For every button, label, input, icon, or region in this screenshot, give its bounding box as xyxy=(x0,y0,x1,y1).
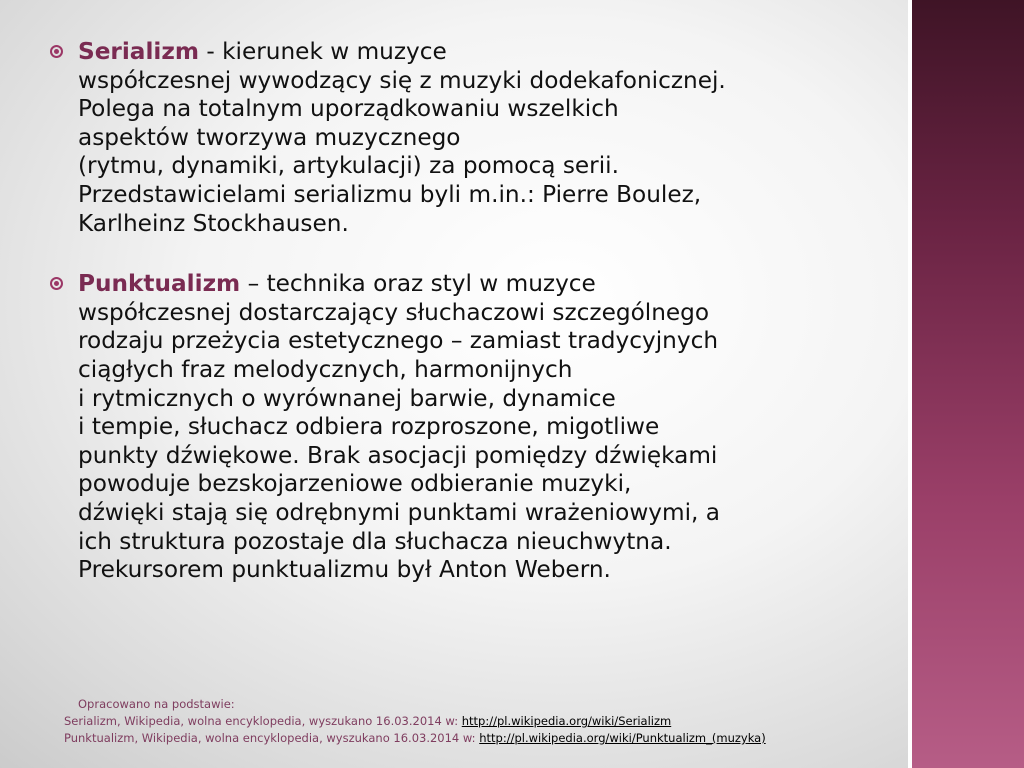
bullet-circle-icon xyxy=(50,45,63,58)
bullet-line: i rytmicznych o wyrównanej barwie, dynamice xyxy=(78,384,616,412)
bullet-separator: - xyxy=(199,38,223,65)
bullet-line: punkty dźwiękowe. Brak asocjacji pomiędzy dźwiękami xyxy=(78,441,718,469)
bullet-line: i tempie, słuchacz odbiera rozproszone, migotliwe xyxy=(78,413,660,441)
bullet-line: rodzaju przeżycia estetycznego – zamiast tradycyjnych xyxy=(78,327,719,355)
bullet-line: Prekursorem punktualizmu był Anton Webern. xyxy=(78,556,611,584)
footer-source-text: Serializm, Wikipedia, wolna encyklopedia, wyszukano 16.03.2014 w: xyxy=(64,714,462,728)
bullet-text: kierunek w muzyce xyxy=(222,38,447,65)
footer-source xyxy=(64,713,766,730)
footer-source xyxy=(64,730,766,747)
bullet-line: Karlheinz Stockhausen. xyxy=(78,209,349,237)
bullet-line: dźwięki stają się odrębnymi punktami wrażeniowymi, a xyxy=(78,498,720,526)
footer-source-text: Punktualizm, Wikipedia, wolna encyklopedia, wyszukano 16.03.2014 w: xyxy=(64,731,480,745)
bullet-line: współczesnej dostarczający słuchaczowi szczególnego xyxy=(78,298,710,326)
bullet-line: aspektów tworzywa muzycznego xyxy=(78,123,461,151)
bullet-serializm xyxy=(50,38,880,238)
bullet-circle-icon xyxy=(50,277,63,290)
footer-sources xyxy=(64,696,766,747)
decorative-sidebar xyxy=(912,0,1024,768)
bullet-line: Przedstawicielami serializmu byli m.in.: Pierre Boulez, xyxy=(78,180,702,208)
bullet-list xyxy=(50,38,880,585)
bullet-term: Punktualizm xyxy=(78,270,241,298)
source-link-punktualizm[interactable]: http://pl.wikipedia.org/wiki/Punktualizm_(muzyka) xyxy=(479,731,766,745)
bullet-text: technika oraz styl w muzyce xyxy=(266,270,596,298)
bullet-line xyxy=(78,38,880,67)
bullet-line: (rytmu, dynamiki, artykulacji) za pomocą serii. xyxy=(78,152,619,180)
source-link-serializm[interactable]: http://pl.wikipedia.org/wiki/Serializm xyxy=(461,714,672,728)
bullet-separator: – xyxy=(240,270,267,298)
footer-heading: Opracowano na podstawie: xyxy=(78,697,235,711)
bullet-term: Serializm xyxy=(78,38,200,65)
bullet-line: ciągłych fraz melodycznych, harmonijnych xyxy=(78,355,573,383)
bullet-line: powoduje bezskojarzeniowe odbieranie muzyki, xyxy=(78,470,632,498)
bullet-line xyxy=(78,270,880,299)
bullet-punktualizm xyxy=(50,270,880,585)
bullet-line: Polega na totalnym uporządkowaniu wszelkich xyxy=(78,95,619,123)
bullet-line: ich struktura pozostaje dla słuchacza nieuchwytna. xyxy=(78,527,672,555)
bullet-line: współczesnej wywodzący się z muzyki dodekafonicznej. xyxy=(78,66,726,94)
